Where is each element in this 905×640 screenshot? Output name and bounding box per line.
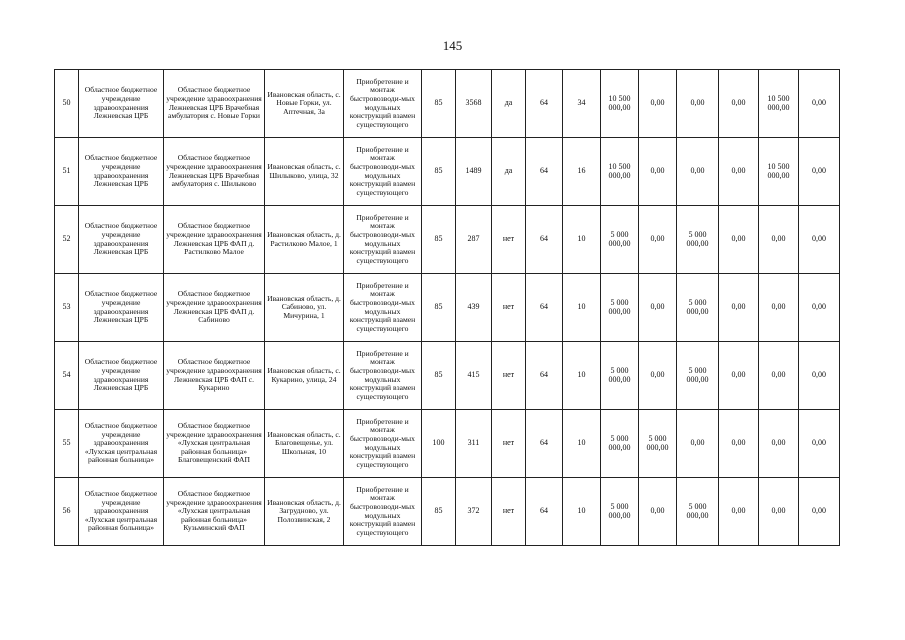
funding-2021-cell: 5 000 000,00 — [639, 410, 677, 478]
funding-2025-cell: 0,00 — [799, 138, 840, 206]
row-number: 50 — [55, 70, 79, 138]
funding-2025-cell: 0,00 — [799, 274, 840, 342]
funding-2023-cell: 0,00 — [719, 138, 759, 206]
area-cell: 64 — [526, 274, 563, 342]
address-cell: Ивановская область, д. Сабиново, ул. Мичурина, 1 — [265, 274, 344, 342]
table-row — [55, 138, 840, 206]
row-number: 56 — [55, 478, 79, 546]
total-cell: 5 000 000,00 — [601, 206, 639, 274]
row-number: 52 — [55, 206, 79, 274]
flag-cell: да — [492, 70, 526, 138]
work-type-cell: Приобретение и монтаж быстровозводи-мых модульных конструкций взамен существующего — [344, 138, 422, 206]
funding-2021-cell: 0,00 — [639, 206, 677, 274]
row-number: 53 — [55, 274, 79, 342]
funding-2025-cell: 0,00 — [799, 410, 840, 478]
funding-2022-cell: 0,00 — [677, 138, 719, 206]
work-type-cell: Приобретение и монтаж быстровозводи-мых модульных конструкций взамен существующего — [344, 478, 422, 546]
total-cell: 5 000 000,00 — [601, 478, 639, 546]
flag-cell: нет — [492, 410, 526, 478]
funding-2024-cell: 0,00 — [759, 478, 799, 546]
count-cell: 10 — [563, 206, 601, 274]
flag-cell: нет — [492, 274, 526, 342]
funding-2021-cell: 0,00 — [639, 274, 677, 342]
area-cell: 64 — [526, 410, 563, 478]
address-cell: Ивановская область, д. Растилково Малое, 1 — [265, 206, 344, 274]
total-cell: 5 000 000,00 — [601, 410, 639, 478]
page-number: 145 — [442, 38, 463, 53]
table-row — [55, 478, 840, 546]
funding-2025-cell: 0,00 — [799, 70, 840, 138]
address-cell: Ивановская область, с. Кукарино, улица, 24 — [265, 342, 344, 410]
recipient-cell: Областное бюджетное учреждение здравоохранения Лежневская ЦРБ — [79, 274, 164, 342]
flag-cell: нет — [492, 206, 526, 274]
table-row — [55, 206, 840, 274]
funding-2021-cell: 0,00 — [639, 478, 677, 546]
flag-cell: нет — [492, 478, 526, 546]
area-cell: 64 — [526, 342, 563, 410]
total-cell: 10 500 000,00 — [601, 138, 639, 206]
work-type-cell: Приобретение и монтаж быстровозводи-мых модульных конструкций взамен существующего — [344, 70, 422, 138]
flag-cell: да — [492, 138, 526, 206]
count-cell: 10 — [563, 478, 601, 546]
table-row — [55, 410, 840, 478]
recipient-cell: Областное бюджетное учреждение здравоохранения Лежневская ЦРБ — [79, 206, 164, 274]
funding-2024-cell: 0,00 — [759, 206, 799, 274]
area-cell: 64 — [526, 478, 563, 546]
population-cell: 372 — [456, 478, 492, 546]
funding-2023-cell: 0,00 — [719, 410, 759, 478]
recipient-cell: Областное бюджетное учреждение здравоохранения Лежневская ЦРБ — [79, 342, 164, 410]
object-cell: Областное бюджетное учреждение здравоохранения Лежневская ЦРБ ФАП д. Сабиново — [164, 274, 265, 342]
funding-2024-cell: 10 500 000,00 — [759, 70, 799, 138]
flag-cell: нет — [492, 342, 526, 410]
address-cell: Ивановская область, д. Загрудново, ул. Полозвинская, 2 — [265, 478, 344, 546]
total-cell: 5 000 000,00 — [601, 342, 639, 410]
funding-2022-cell: 0,00 — [677, 410, 719, 478]
population-cell: 415 — [456, 342, 492, 410]
object-cell: Областное бюджетное учреждение здравоохранения Лежневская ЦРБ ФАП д. Растилково Малое — [164, 206, 265, 274]
population-cell: 287 — [456, 206, 492, 274]
object-cell: Областное бюджетное учреждение здравоохранения Лежневская ЦРБ Врачебная амбулатория с. Шилыково — [164, 138, 265, 206]
funding-2023-cell: 0,00 — [719, 274, 759, 342]
count-cell: 10 — [563, 342, 601, 410]
funding-2021-cell: 0,00 — [639, 70, 677, 138]
percent-cell: 85 — [422, 70, 456, 138]
object-cell: Областное бюджетное учреждение здравоохранения Лежневская ЦРБ Врачебная амбулатория с. Новые Горки — [164, 70, 265, 138]
area-cell: 64 — [526, 70, 563, 138]
funding-2024-cell: 0,00 — [759, 410, 799, 478]
population-cell: 439 — [456, 274, 492, 342]
table-row — [55, 70, 840, 138]
count-cell: 10 — [563, 410, 601, 478]
recipient-cell: Областное бюджетное учреждение здравоохранения Лежневская ЦРБ — [79, 138, 164, 206]
population-cell: 1489 — [456, 138, 492, 206]
total-cell: 5 000 000,00 — [601, 274, 639, 342]
count-cell: 16 — [563, 138, 601, 206]
recipient-cell: Областное бюджетное учреждение здравоохранения «Лухская центральная районная больница» — [79, 478, 164, 546]
work-type-cell: Приобретение и монтаж быстровозводи-мых модульных конструкций взамен существующего — [344, 274, 422, 342]
funding-2021-cell: 0,00 — [639, 342, 677, 410]
funding-2024-cell: 0,00 — [759, 274, 799, 342]
address-cell: Ивановская область, с. Новые Горки, ул. Аптечная, 3а — [265, 70, 344, 138]
recipient-cell: Областное бюджетное учреждение здравоохранения Лежневская ЦРБ — [79, 70, 164, 138]
row-number: 51 — [55, 138, 79, 206]
area-cell: 64 — [526, 138, 563, 206]
funding-2025-cell: 0,00 — [799, 478, 840, 546]
recipient-cell: Областное бюджетное учреждение здравоохранения «Лухская центральная районная больница» — [79, 410, 164, 478]
funding-2022-cell: 5 000 000,00 — [677, 206, 719, 274]
work-type-cell: Приобретение и монтаж быстровозводи-мых модульных конструкций взамен существующего — [344, 206, 422, 274]
funding-2022-cell: 5 000 000,00 — [677, 478, 719, 546]
row-number: 54 — [55, 342, 79, 410]
population-cell: 3568 — [456, 70, 492, 138]
object-cell: Областное бюджетное учреждение здравоохранения Лежневская ЦРБ ФАП с. Кукарино — [164, 342, 265, 410]
area-cell: 64 — [526, 206, 563, 274]
work-type-cell: Приобретение и монтаж быстровозводи-мых модульных конструкций взамен существующего — [344, 342, 422, 410]
table-row — [55, 274, 840, 342]
table-row — [55, 342, 840, 410]
funding-2022-cell: 0,00 — [677, 70, 719, 138]
address-cell: Ивановская область, с. Шилыково, улица, 32 — [265, 138, 344, 206]
percent-cell: 85 — [422, 138, 456, 206]
funding-2024-cell: 10 500 000,00 — [759, 138, 799, 206]
total-cell: 10 500 000,00 — [601, 70, 639, 138]
row-number: 55 — [55, 410, 79, 478]
funding-2023-cell: 0,00 — [719, 478, 759, 546]
population-cell: 311 — [456, 410, 492, 478]
funding-2023-cell: 0,00 — [719, 342, 759, 410]
data-table — [54, 69, 840, 546]
percent-cell: 100 — [422, 410, 456, 478]
work-type-cell: Приобретение и монтаж быстровозводи-мых модульных конструкций взамен существующего — [344, 410, 422, 478]
percent-cell: 85 — [422, 206, 456, 274]
count-cell: 34 — [563, 70, 601, 138]
funding-2025-cell: 0,00 — [799, 342, 840, 410]
count-cell: 10 — [563, 274, 601, 342]
object-cell: Областное бюджетное учреждение здравоохранения «Лухская центральная районная больница» Благовещенский ФАП — [164, 410, 265, 478]
percent-cell: 85 — [422, 342, 456, 410]
object-cell: Областное бюджетное учреждение здравоохранения «Лухская центральная районная больница» Кузьминский ФАП — [164, 478, 265, 546]
percent-cell: 85 — [422, 274, 456, 342]
address-cell: Ивановская область, с. Благовещенье, ул. Школьная, 10 — [265, 410, 344, 478]
funding-2025-cell: 0,00 — [799, 206, 840, 274]
funding-2023-cell: 0,00 — [719, 70, 759, 138]
funding-2023-cell: 0,00 — [719, 206, 759, 274]
funding-2022-cell: 5 000 000,00 — [677, 342, 719, 410]
funding-2021-cell: 0,00 — [639, 138, 677, 206]
percent-cell: 85 — [422, 478, 456, 546]
funding-2022-cell: 5 000 000,00 — [677, 274, 719, 342]
funding-2024-cell: 0,00 — [759, 342, 799, 410]
